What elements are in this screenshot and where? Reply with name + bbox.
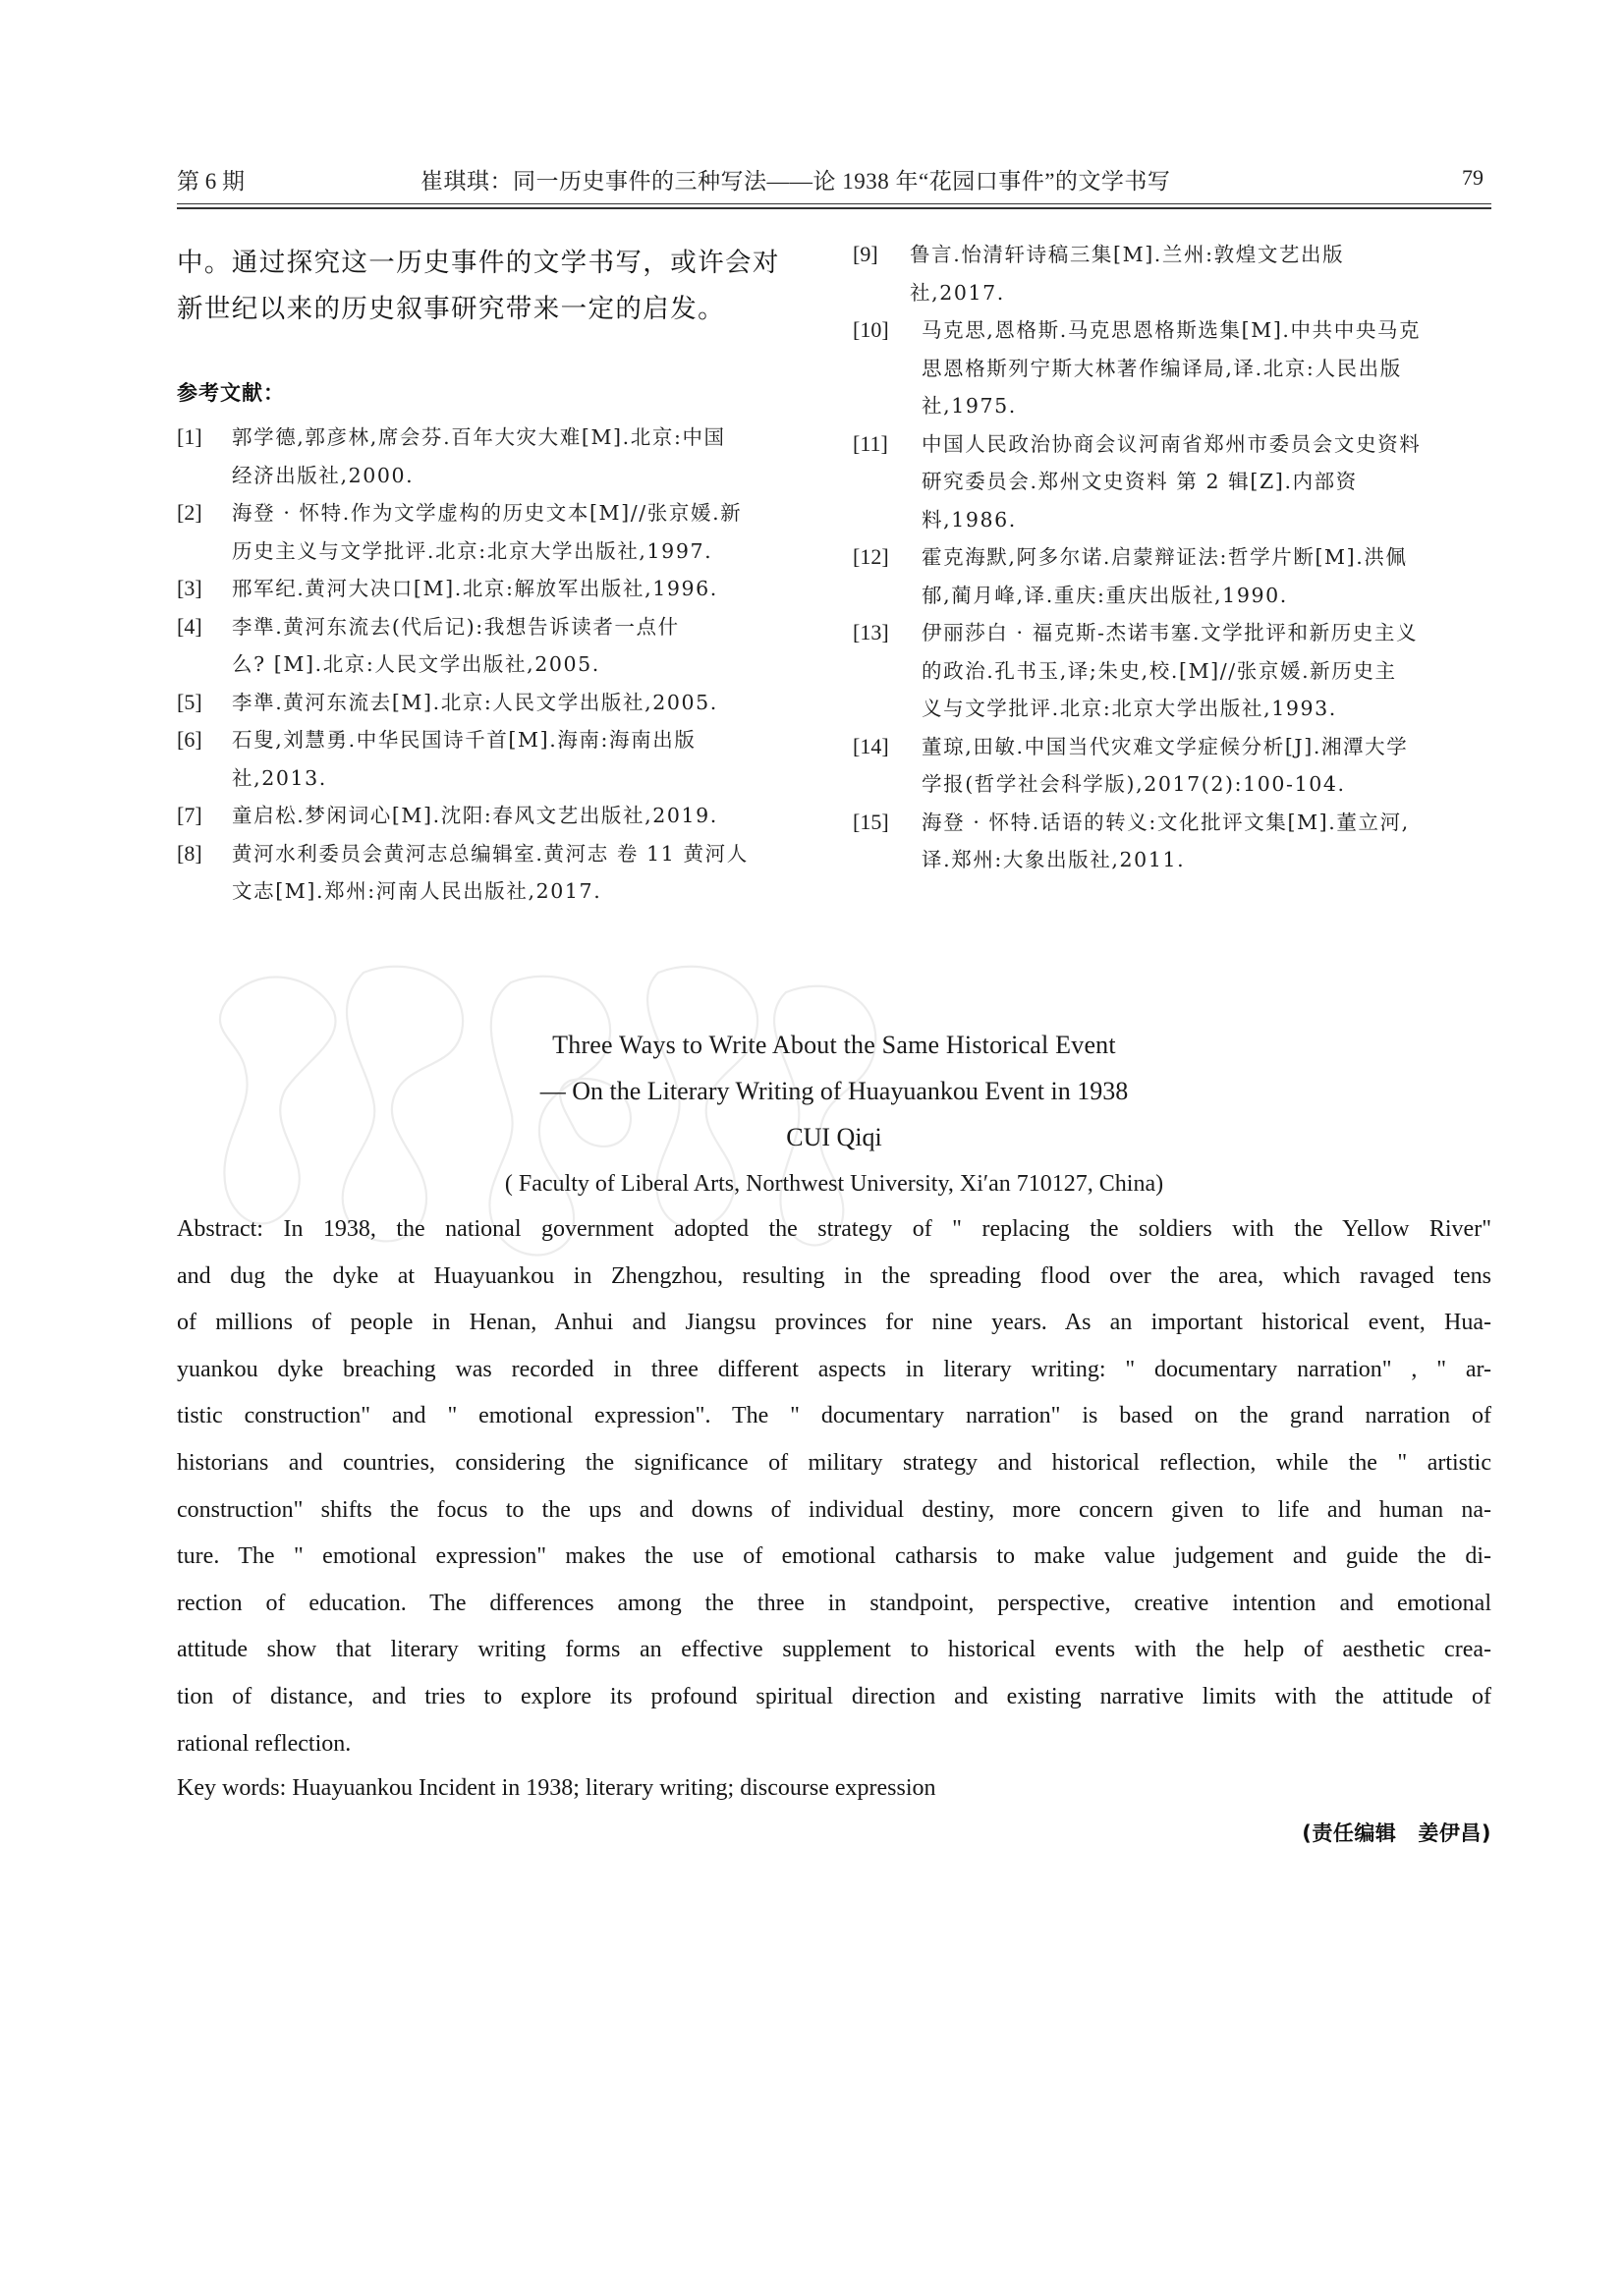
keywords-label: Key words: — [177, 1775, 287, 1801]
abstract-line: and dug the dyke at Huayuankou in Zhengzhou, resulting in the spreading flood over the area, which ravaged tens — [177, 1262, 1491, 1289]
english-title: Three Ways to Write About the Same Historical Event — [552, 1031, 1116, 1059]
body-line: 中。通过探究这一历史事件的文学书写，或许会对 — [177, 248, 780, 278]
abstract-line: construction" shifts the focus to the ups and downs of individual destiny, more concern given to life and human na- — [177, 1496, 1491, 1523]
reference-item — [177, 494, 806, 570]
reference-text-line: 李準.黄河东流去(代后记):我想告诉读者一点什 — [232, 614, 680, 639]
abstract-line: historians and countries, considering the significance of military strategy and historical reflection, while the " artistic — [177, 1449, 1491, 1476]
reference-item — [853, 804, 1493, 879]
reference-number: [5] — [177, 689, 202, 714]
reference-number: [9] — [853, 242, 878, 266]
abstract-line: yuankou dyke breaching was recorded in three different aspects in literary writing: " documentary narration" , " ar- — [177, 1356, 1491, 1382]
reference-text-line: 学报(哲学社会科学版),2017(2):100-104. — [922, 772, 1346, 796]
reference-number: [4] — [177, 613, 202, 639]
abstract-line: attitude show that literary writing forms an effective supplement to historical events with the help of aesthetic crea- — [177, 1637, 1491, 1663]
reference-item — [853, 311, 1493, 425]
english-affiliation: ( Faculty of Liberal Arts, Northwest University, Xi′an 710127, China) — [504, 1171, 1164, 1197]
header-rule-thick — [177, 207, 1491, 209]
running-header — [177, 157, 1491, 196]
running-title: 崔琪琪：同一历史事件的三种写法——论 1938 年“花园口事件”的文学书写 — [420, 169, 1171, 194]
editor-name: 姜伊昌 — [1418, 1821, 1482, 1845]
reference-text-line: 黄河水利委员会黄河志总编辑室.黄河志 卷 11 黄河人 — [232, 841, 749, 866]
body-paragraph — [177, 240, 806, 332]
english-abstract — [177, 1206, 1491, 1767]
reference-number: [8] — [177, 840, 202, 866]
reference-text-line: 霍克海默,阿多尔诺.启蒙辩证法:哲学片断[M].洪佩 — [922, 545, 1408, 569]
reference-number: [2] — [177, 500, 202, 525]
abstract-text: In 1938, the national government adopted the strategy of " replacing the soldiers with the Yellow River" — [283, 1216, 1491, 1242]
header-rule-thin — [177, 203, 1491, 204]
reference-number: [12] — [853, 544, 889, 569]
keywords-text: Huayuankou Incident in 1938; literary writing; discourse expression — [292, 1775, 936, 1801]
abstract-line: tistic construction" and " emotional expression". The " documentary narration" is based on the grand narration of — [177, 1403, 1491, 1429]
reference-text-line: 董琼,田敏.中国当代灾难文学症候分析[J].湘潭大学 — [922, 734, 1409, 758]
reference-text-line: 童启松.梦闲词心[M].沈阳:春风文艺出版社,2019. — [232, 804, 718, 827]
english-author: CUI Qiqi — [786, 1123, 882, 1151]
reference-text-line: 邢军纪.黄河大决口[M].北京:解放军出版社,1996. — [232, 577, 718, 600]
abstract-line: of millions of people in Henan, Anhui and Jiangsu provinces for nine years. As an important historical event, Hua- — [177, 1310, 1491, 1336]
abstract-label: Abstract: — [177, 1216, 263, 1242]
abstract-line — [177, 1206, 1491, 1254]
reference-item — [177, 419, 806, 494]
references-heading: 参考文献： — [177, 381, 285, 405]
reference-text-line: 义与文学批评.北京:北京大学出版社,1993. — [922, 697, 1337, 720]
reference-text-line: 郁,蔺月峰,译.重庆:重庆出版社,1990. — [922, 583, 1288, 607]
reference-item — [177, 684, 806, 722]
reference-item — [177, 608, 806, 684]
reference-item — [177, 721, 806, 797]
reference-item — [177, 570, 806, 608]
right-column — [853, 236, 1493, 879]
reference-item — [177, 835, 806, 911]
reference-text-line: 的政治.孔书玉,译;朱史,校.[M]//张京媛.新历史主 — [922, 658, 1397, 683]
abstract-line: rational reflection. — [177, 1730, 352, 1757]
reference-list-left — [177, 419, 806, 911]
reference-text-line: 译.郑州:大象出版社,2011. — [922, 848, 1186, 871]
english-keywords — [177, 1768, 1491, 1808]
editor-close-paren: ) — [1481, 1821, 1491, 1845]
reference-text-line: 研究委员会.郑州文史资料 第 2 辑[Z].内部资 — [922, 470, 1358, 493]
reference-item — [853, 538, 1493, 614]
english-title-block — [177, 1022, 1491, 1207]
body-line: 新世纪以来的历史叙事研究带来一定的启发。 — [177, 294, 725, 324]
reference-text-line: 海登 · 怀特.话语的转义:文化批评文集[M].董立河, — [922, 810, 1410, 834]
reference-text-line: 伊丽莎白 · 福克斯-杰诺韦塞.文学批评和新历史主义 — [922, 621, 1419, 644]
reference-item — [853, 236, 1493, 311]
reference-number: [6] — [177, 727, 202, 752]
abstract-line: tion of distance, and tries to explore its profound spiritual direction and existing narrative limits with the attitude of — [177, 1683, 1491, 1709]
english-subtitle: — On the Literary Writing of Huayuankou Event in 1938 — [539, 1077, 1129, 1105]
reference-number: [13] — [853, 620, 889, 644]
reference-number: [3] — [177, 576, 202, 600]
reference-text-line: 历史主义与文学批评.北京:北京大学出版社,1997. — [232, 538, 713, 563]
reference-text-line: 郭学德,郭彦林,席会芬.百年大灾大难[M].北京:中国 — [232, 425, 726, 449]
left-column — [177, 240, 806, 911]
reference-item — [853, 425, 1493, 539]
reference-number: [11] — [853, 430, 888, 456]
page-number: 79 — [1462, 165, 1484, 190]
editor-open-paren: ( — [1302, 1821, 1313, 1845]
abstract-line: ture. The " emotional expression" makes the use of emotional catharsis to make value judgement and guide the di- — [177, 1543, 1491, 1570]
editor-label: 责任编辑 — [1312, 1821, 1397, 1845]
reference-text-line: 马克思,恩格斯.马克思恩格斯选集[M].中共中央马克 — [922, 318, 1422, 342]
reference-text-line: 李準.黄河东流去[M].北京:人民文学出版社,2005. — [232, 690, 718, 714]
issue-number: 第 6 期 — [177, 169, 245, 194]
reference-number: [15] — [853, 809, 889, 834]
reference-text-line: 社,2017. — [910, 280, 1005, 305]
reference-list-right — [853, 236, 1493, 879]
reference-number: [14] — [853, 733, 889, 758]
reference-text-line: 石叟,刘慧勇.中华民国诗千首[M].海南:海南出版 — [232, 728, 697, 752]
reference-text-line: 料,1986. — [922, 507, 1017, 532]
reference-number: [7] — [177, 803, 202, 827]
reference-text-line: 经济出版社,2000. — [232, 463, 415, 487]
reference-text-line: 社,1975. — [922, 394, 1017, 418]
reference-text-line: 么? [M].北京:人民文学出版社,2005. — [232, 652, 600, 676]
abstract-line: rection of education. The differences among the three in standpoint, perspective, creative intention and emotional — [177, 1590, 1491, 1616]
reference-number: [10] — [853, 317, 889, 342]
reference-item — [853, 728, 1493, 804]
reference-item — [177, 797, 806, 835]
reference-text-line: 海登 · 怀特.作为文学虚构的历史文本[M]//张京媛.新 — [232, 501, 743, 525]
reference-text-line: 鲁言.怡清轩诗稿三集[M].兰州:敦煌文艺出版 — [910, 243, 1345, 266]
reference-text-line: 思恩格斯列宁斯大林著作编译局,译.北京:人民出版 — [922, 356, 1402, 380]
reference-number: [1] — [177, 424, 202, 449]
reference-text-line: 社,2013. — [232, 765, 327, 790]
reference-text-line: 文志[M].郑州:河南人民出版社,2017. — [232, 879, 602, 903]
reference-item — [853, 614, 1493, 728]
reference-text-line: 中国人民政治协商会议河南省郑州市委员会文史资料 — [922, 431, 1422, 456]
responsible-editor — [1302, 1818, 1491, 1847]
